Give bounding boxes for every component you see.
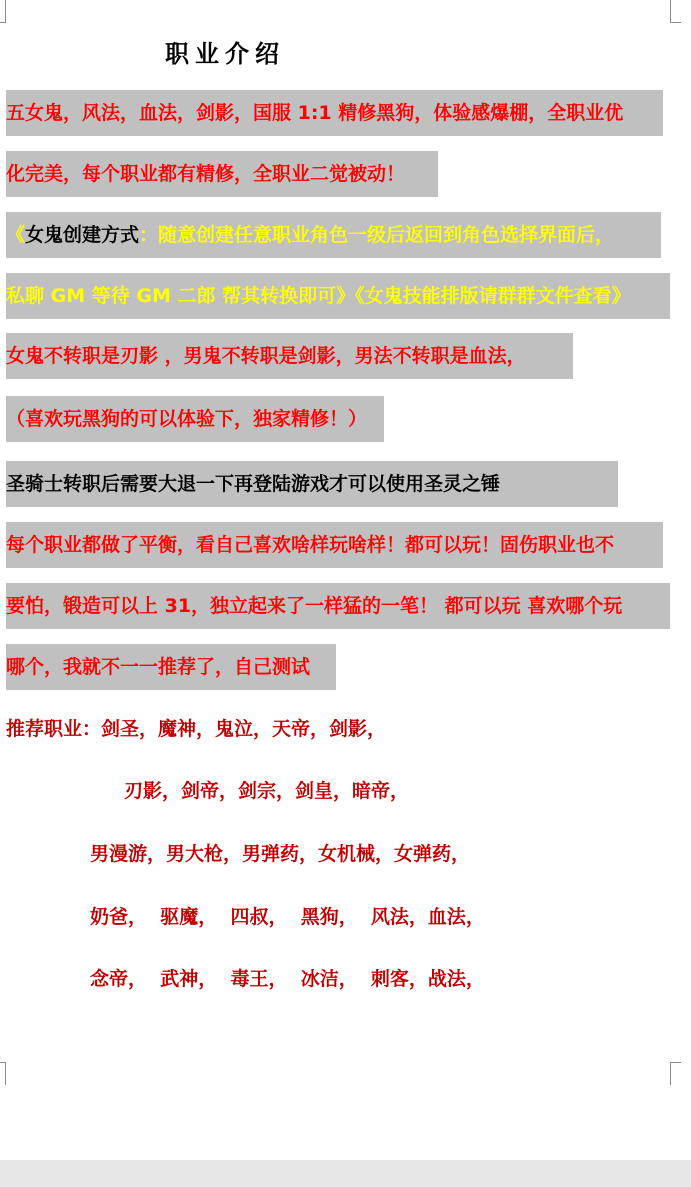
- recommended-line-4: 奶爸， 驱魔， 四叔， 黑狗， 风法，血法，: [90, 906, 485, 928]
- paladin-note: 圣骑士转职后需要大退一下再登陆游戏才可以使用圣灵之锤: [6, 461, 618, 507]
- create-method-line-2: 私聊 GM 等待 GM 二郎 帮其转换即可》《女鬼技能排版请群群文件查看》: [6, 273, 670, 319]
- recommended-line-3: 男漫游，男大枪，男弹药，女机械，女弹药，: [90, 843, 471, 865]
- page-corner-bottom-left: [0, 1062, 6, 1085]
- create-method-text: ：随意创建任意职业角色一级后返回到角色选择界面后，: [139, 224, 615, 246]
- default-class-note: 女鬼不转职是刃影 ，男鬼不转职是剑影，男法不转职是血法，: [6, 333, 573, 379]
- bottom-scroll-bar: [0, 1160, 691, 1187]
- recommended-line-5: 念帝， 武神， 毒王， 冰洁， 刺客，战法，: [90, 968, 485, 990]
- page-corner-top-left: [0, 0, 6, 23]
- document-title: 职业介绍: [165, 40, 285, 68]
- page-corner-top-right: [670, 0, 681, 23]
- balance-line-3: 哪个，我就不一一推荐了，自己测试: [6, 644, 336, 690]
- create-method-line-1: [6, 212, 661, 258]
- create-method-open-quote: 《: [6, 224, 26, 246]
- intro-line-1: 五女鬼，风法，血法，剑影，国服 1:1 精修黑狗，体验感爆棚，全职业优: [6, 90, 663, 136]
- balance-line-1: 每个职业都做了平衡，看自己喜欢啥样玩啥样！都可以玩！固伤职业也不: [6, 522, 663, 568]
- black-dog-note: （喜欢玩黑狗的可以体验下，独家精修！）: [6, 396, 384, 442]
- create-method-heading: 女鬼创建方式: [25, 224, 140, 246]
- intro-line-2: 化完美，每个职业都有精修，全职业二觉被动！: [6, 151, 438, 197]
- balance-line-2: 要怕，锻造可以上 31，独立起来了一样猛的一笔！ 都可以玩 喜欢哪个玩: [6, 583, 670, 629]
- recommended-line-1: 推荐职业：剑圣，魔神，鬼泣，天帝，剑影，: [6, 718, 387, 740]
- recommended-line-2: 刃影，剑帝，剑宗，剑皇，暗帝，: [124, 780, 410, 802]
- page-corner-bottom-right: [670, 1062, 681, 1085]
